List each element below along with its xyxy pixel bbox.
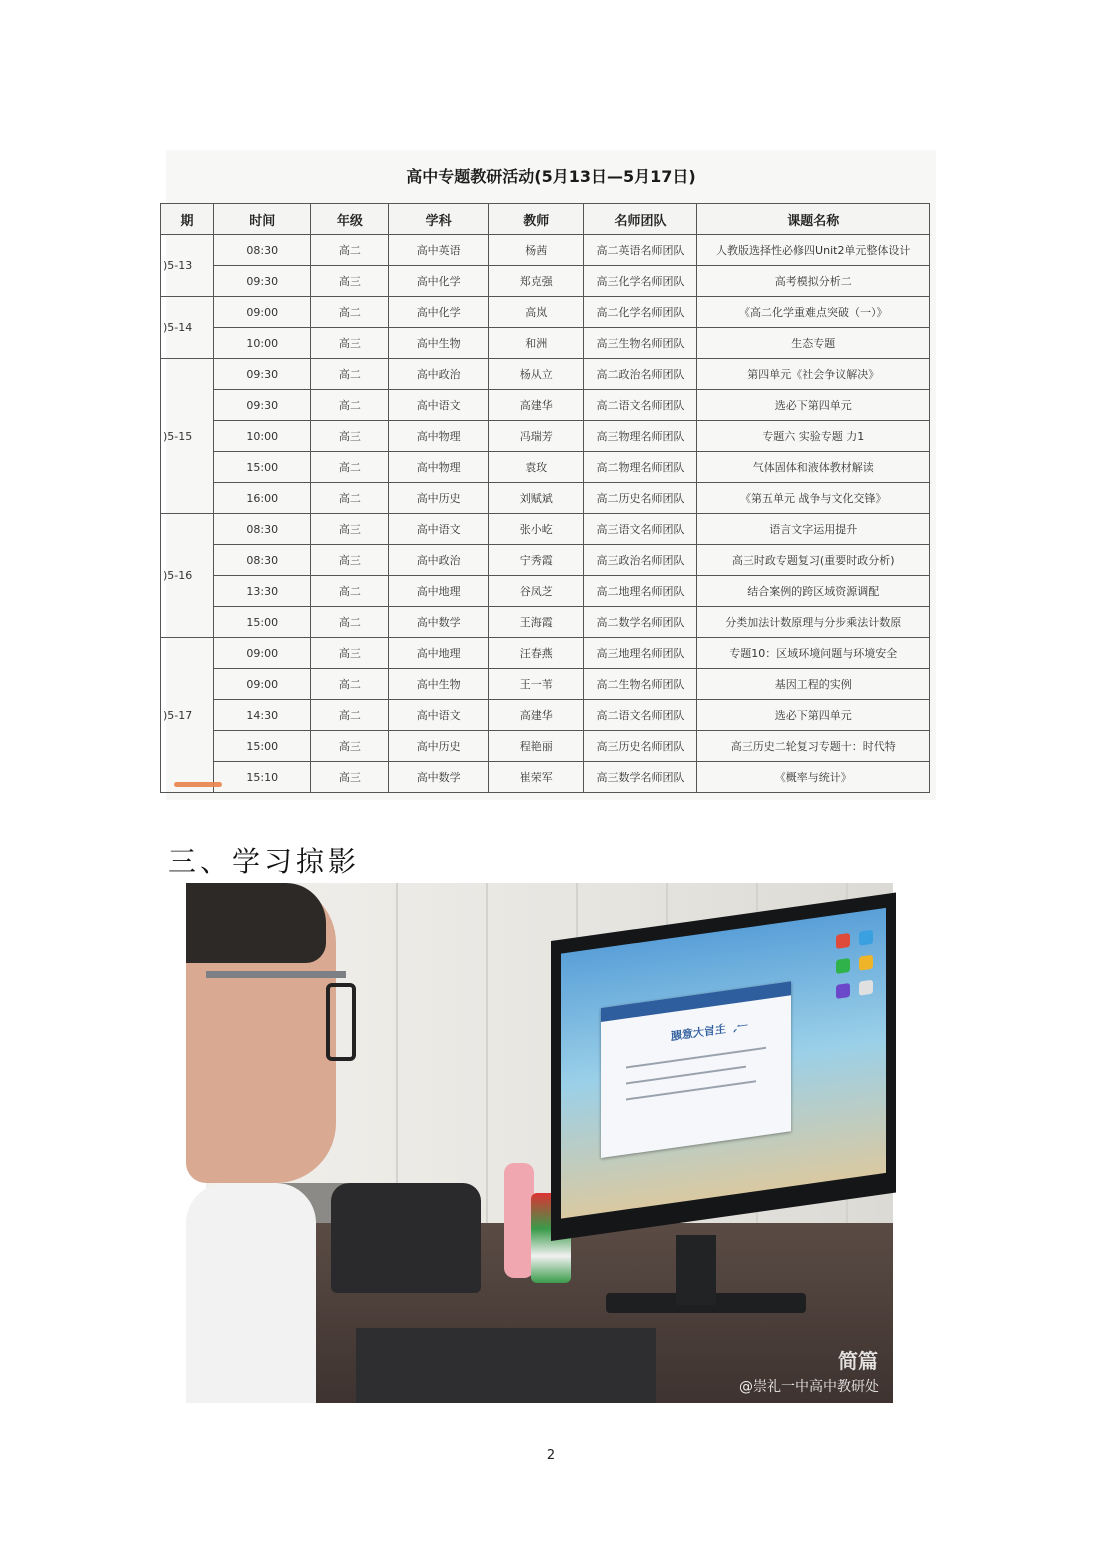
teacher-cell: 刘赋斌 — [489, 483, 584, 514]
grade-cell: 高二 — [311, 359, 389, 390]
time-cell: 15:00 — [214, 452, 311, 483]
table-row — [161, 514, 930, 545]
schedule-title: 高中专题教研活动(5月13日—5月17日) — [406, 167, 696, 186]
subject-cell: 高中生物 — [389, 669, 489, 700]
teacher-cell: 袁玫 — [489, 452, 584, 483]
grade-cell: 高二 — [311, 483, 389, 514]
grade-cell: 高二 — [311, 452, 389, 483]
monitor — [551, 893, 896, 1241]
time-cell: 14:30 — [214, 700, 311, 731]
topic-cell: 生态专题 — [697, 328, 930, 359]
teacher-cell: 高建华 — [489, 390, 584, 421]
desktop-app-icon — [859, 930, 873, 946]
topic-cell: 分类加法计数原理与分步乘法计数原 — [697, 607, 930, 638]
table-row — [161, 607, 930, 638]
subject-cell: 高中地理 — [389, 638, 489, 669]
time-cell: 15:00 — [214, 607, 311, 638]
table-row — [161, 390, 930, 421]
table-row — [161, 638, 930, 669]
topic-cell: 《概率与统计》 — [697, 762, 930, 793]
team-cell: 高二生物名师团队 — [584, 669, 697, 700]
orange-highlight-mark — [174, 782, 222, 787]
grade-cell: 高三 — [311, 638, 389, 669]
team-cell: 高二政治名师团队 — [584, 359, 697, 390]
subject-cell: 高中地理 — [389, 576, 489, 607]
grade-cell: 高二 — [311, 235, 389, 266]
tile-seam — [486, 883, 488, 1263]
team-cell: 高三物理名师团队 — [584, 421, 697, 452]
subject-cell: 高中历史 — [389, 483, 489, 514]
grade-cell: 高三 — [311, 514, 389, 545]
subject-cell: 高中政治 — [389, 359, 489, 390]
time-cell: 08:30 — [214, 514, 311, 545]
team-cell: 高三历史名师团队 — [584, 731, 697, 762]
date-cell: )5-14 — [161, 297, 214, 359]
grade-cell: 高二 — [311, 669, 389, 700]
table-row — [161, 452, 930, 483]
subject-cell: 高中数学 — [389, 607, 489, 638]
topic-cell: 气体固体和液体教材解读 — [697, 452, 930, 483]
grade-cell: 高三 — [311, 545, 389, 576]
date-cell: )5-15 — [161, 359, 214, 514]
team-cell: 高三语文名师团队 — [584, 514, 697, 545]
grade-cell: 高三 — [311, 328, 389, 359]
team-cell: 高二地理名师团队 — [584, 576, 697, 607]
desktop-app-icon — [859, 980, 873, 996]
time-cell: 09:00 — [214, 638, 311, 669]
grade-cell: 高二 — [311, 390, 389, 421]
teacher-cell: 崔荣军 — [489, 762, 584, 793]
topic-cell: 高三时政专题复习(重要时政分析) — [697, 545, 930, 576]
subject-cell: 高中政治 — [389, 545, 489, 576]
date-cell: )5-16 — [161, 514, 214, 638]
table-row — [161, 762, 930, 793]
teacher-cell: 宁秀霞 — [489, 545, 584, 576]
table-row — [161, 731, 930, 762]
time-cell: 13:30 — [214, 576, 311, 607]
teacher-cell: 张小屹 — [489, 514, 584, 545]
team-cell: 高三政治名师团队 — [584, 545, 697, 576]
team-cell: 高二语文名师团队 — [584, 700, 697, 731]
time-cell: 08:30 — [214, 545, 311, 576]
table-row — [161, 421, 930, 452]
teacher-cell: 郑克强 — [489, 266, 584, 297]
teacher-cell: 程艳丽 — [489, 731, 584, 762]
topic-cell: 专题10：区域环境问题与环境安全 — [697, 638, 930, 669]
desktop-app-icon — [836, 958, 850, 974]
teacher-cell: 王海霞 — [489, 607, 584, 638]
grade-cell: 高三 — [311, 731, 389, 762]
person-shirt — [186, 1183, 316, 1403]
subject-cell: 高中生物 — [389, 328, 489, 359]
time-cell: 08:30 — [214, 235, 311, 266]
team-cell: 高二语文名师团队 — [584, 390, 697, 421]
time-cell: 10:00 — [214, 421, 311, 452]
table-row — [161, 235, 930, 266]
topic-cell: 人教版选择性必修四Unit2单元整体设计 — [697, 235, 930, 266]
subject-cell: 高中物理 — [389, 421, 489, 452]
subject-cell: 高中化学 — [389, 297, 489, 328]
topic-cell: 语言文字运用提升 — [697, 514, 930, 545]
header-teacher: 教师 — [489, 204, 584, 235]
team-cell: 高二化学名师团队 — [584, 297, 697, 328]
pink-bottle — [504, 1163, 534, 1278]
time-cell: 09:30 — [214, 359, 311, 390]
time-cell: 15:00 — [214, 731, 311, 762]
teacher-cell: 谷凤芝 — [489, 576, 584, 607]
subject-cell: 高中语文 — [389, 700, 489, 731]
lesson-slide-title: 一、主旨大意题 — [671, 1019, 748, 1044]
topic-cell: 选必下第四单元 — [697, 390, 930, 421]
table-row — [161, 483, 930, 514]
grade-cell: 高二 — [311, 700, 389, 731]
monitor-stand — [676, 1235, 716, 1305]
team-cell: 高三数学名师团队 — [584, 762, 697, 793]
subject-cell: 高中物理 — [389, 452, 489, 483]
grade-cell: 高二 — [311, 607, 389, 638]
teacher-cell: 王一苇 — [489, 669, 584, 700]
team-cell: 高三地理名师团队 — [584, 638, 697, 669]
schedule-table-photo — [163, 150, 936, 800]
desktop-app-icon — [836, 933, 850, 949]
topic-cell: 《第五单元 战争与文化交锋》 — [697, 483, 930, 514]
teacher-cell: 杨从立 — [489, 359, 584, 390]
subject-cell: 高中历史 — [389, 731, 489, 762]
teacher-cell: 冯瑞芳 — [489, 421, 584, 452]
topic-cell: 结合案例的跨区域资源调配 — [697, 576, 930, 607]
header-date: 期 — [161, 204, 214, 235]
teacher-cell: 和洲 — [489, 328, 584, 359]
team-cell: 高二物理名师团队 — [584, 452, 697, 483]
table-row — [161, 266, 930, 297]
team-cell: 高二历史名师团队 — [584, 483, 697, 514]
grade-cell: 高三 — [311, 421, 389, 452]
grade-cell: 高二 — [311, 297, 389, 328]
teacher-cell: 高岚 — [489, 297, 584, 328]
subject-cell: 高中英语 — [389, 235, 489, 266]
topic-cell: 《高二化学重难点突破（一）》 — [697, 297, 930, 328]
desktop-app-icon — [859, 955, 873, 971]
schedule-table — [160, 203, 930, 793]
time-cell: 10:00 — [214, 328, 311, 359]
slide-text-line — [626, 1066, 746, 1085]
time-cell: 09:00 — [214, 669, 311, 700]
header-topic: 课题名称 — [697, 204, 930, 235]
subject-cell: 高中语文 — [389, 390, 489, 421]
study-photo — [206, 883, 893, 1400]
grade-cell: 高二 — [311, 576, 389, 607]
table-row — [161, 669, 930, 700]
monitor-screen — [561, 908, 886, 1219]
glasses-arm — [206, 971, 346, 978]
teacher-cell: 汪春燕 — [489, 638, 584, 669]
topic-cell: 专题六 实验专题 力1 — [697, 421, 930, 452]
table-row — [161, 576, 930, 607]
desk-mat — [356, 1328, 656, 1403]
table-row — [161, 359, 930, 390]
time-cell: 09:30 — [214, 266, 311, 297]
window-titlebar — [601, 981, 791, 1022]
subject-cell: 高中化学 — [389, 266, 489, 297]
team-cell: 高三生物名师团队 — [584, 328, 697, 359]
table-row — [161, 297, 930, 328]
teacher-cell: 杨茜 — [489, 235, 584, 266]
subject-cell: 高中数学 — [389, 762, 489, 793]
time-cell: 15:10 — [214, 762, 311, 793]
header-team: 名师团队 — [584, 204, 697, 235]
person-hair — [186, 883, 326, 963]
topic-cell: 第四单元《社会争议解决》 — [697, 359, 930, 390]
watermark-brand: 简篇 — [838, 1349, 878, 1373]
teacher-cell: 高建华 — [489, 700, 584, 731]
header-time: 时间 — [214, 204, 311, 235]
time-cell: 16:00 — [214, 483, 311, 514]
table-header-row — [161, 204, 930, 235]
team-cell: 高三化学名师团队 — [584, 266, 697, 297]
table-row — [161, 545, 930, 576]
topic-cell: 选必下第四单元 — [697, 700, 930, 731]
section-heading: 三、学习掠影 — [168, 845, 361, 878]
glasses-lens — [326, 983, 356, 1061]
page-number: 2 — [546, 1448, 556, 1463]
table-row — [161, 700, 930, 731]
time-cell: 09:30 — [214, 390, 311, 421]
office-chair — [331, 1183, 481, 1293]
header-subject: 学科 — [389, 204, 489, 235]
subject-cell: 高中语文 — [389, 514, 489, 545]
desktop-app-icon — [836, 983, 850, 999]
time-cell: 09:00 — [214, 297, 311, 328]
team-cell: 高二英语名师团队 — [584, 235, 697, 266]
grade-cell: 高三 — [311, 762, 389, 793]
team-cell: 高二数学名师团队 — [584, 607, 697, 638]
slide-text-line — [626, 1080, 756, 1100]
date-cell: )5-13 — [161, 235, 214, 297]
topic-cell: 基因工程的实例 — [697, 669, 930, 700]
grade-cell: 高三 — [311, 266, 389, 297]
topic-cell: 高三历史二轮复习专题十：时代特 — [697, 731, 930, 762]
date-cell: )5-17 — [161, 638, 214, 793]
header-grade: 年级 — [311, 204, 389, 235]
topic-cell: 高考模拟分析二 — [697, 266, 930, 297]
watermark-credit: @崇礼一中高中教研处 — [739, 1379, 879, 1395]
lesson-window — [601, 981, 791, 1158]
table-row — [161, 328, 930, 359]
